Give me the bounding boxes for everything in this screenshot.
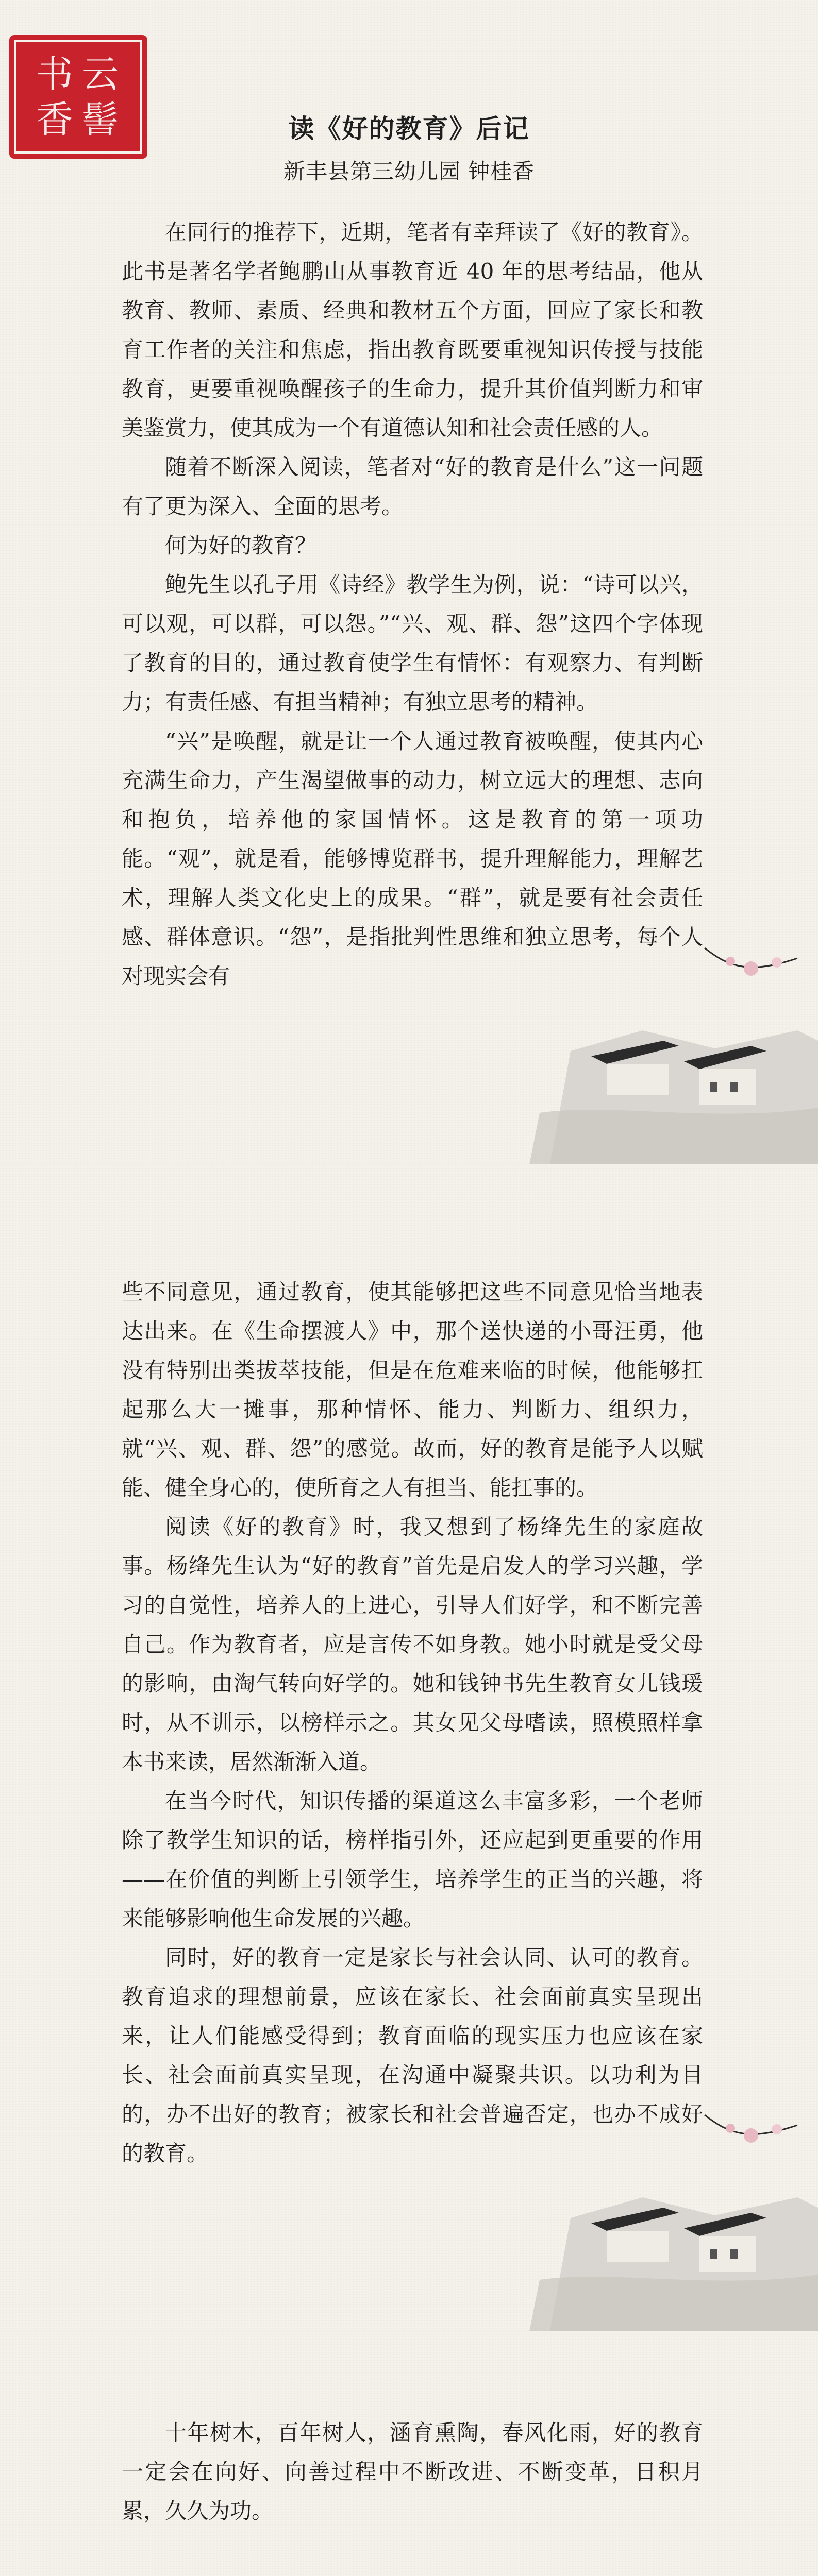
article-body-page-2: [122, 1273, 703, 2173]
seal-char: 髻: [81, 98, 119, 141]
paragraph: 十年树木，百年树人，涵育熏陶，春风化雨，好的教育一定会在向好、向善过程中不断改进、不断变革，日积月累，久久为功。: [122, 2420, 703, 2523]
paragraph: 随着不断深入阅读，笔者对“好的教育是什么”这一问题有了更为深入、全面的思考。: [122, 454, 703, 519]
seal-char: 云: [81, 53, 119, 96]
ink-village-decoration: [509, 2105, 818, 2331]
page-1: [0, 0, 818, 1164]
page-2: [0, 1167, 818, 2331]
paragraph: 何为好的教育？: [165, 533, 317, 558]
seal-char: 书: [36, 53, 74, 96]
paragraph: 同时，好的教育一定是家长与社会认同、认可的教育。教育追求的理想前景，应该在家长、社会面前真实呈现出来，让人们能感受得到；教育面临的现实压力也应该在家长、社会面前真实呈现，在沟通中凝聚共识。以功利为目的，办不出好的教育；被家长和社会普遍否定，也办不成好的教育。: [122, 1945, 703, 2166]
page-3: [0, 2334, 818, 2576]
paragraph: 阅读《好的教育》时，我又想到了杨绛先生的家庭故事。杨绛先生认为“好的教育”首先是启发人的学习兴趣，学习的自觉性，培养人的上进心，引导人们好学，和不断完善自己。作为教育者，应是言传不如身教。她小时就是受父母的影响，由淘气转向好学的。她和钱钟书先生教育女儿钱瑗时，从不训示，以榜样示之。其女见父母嗜读，照模照样拿本书来读，居然渐渐入道。: [122, 1514, 703, 1774]
seal-char: 香: [36, 98, 74, 141]
article-title: 读《好的教育》后记: [288, 114, 530, 144]
paragraph: 在当今时代，知识传播的渠道这么丰富多彩，一个老师除了教学生知识的话，榜样指引外，还应起到更重要的作用——在价值的判断上引领学生，培养学生的正当的兴趣，将来能够影响他生命发展的兴趣。: [122, 1788, 703, 1931]
article-author: 新丰县第三幼儿园 钟桂香: [283, 159, 535, 184]
paragraph: 些不同意见，通过教育，使其能够把这些不同意见恰当地表达出来。在《生命摆渡人》中，那个送快递的小哥汪勇，他没有特别出类拔萃技能，但是在危难来临的时候，他能够扛起那么大一摊事，那种情怀、能力、判断力、组织力，就“兴、观、群、怨”的感觉。故而，好的教育是能予人以赋能、健全身心的，使所育之人有担当、能扛事的。: [122, 1279, 703, 1500]
paragraph: 在同行的推荐下，近期，笔者有幸拜读了《好的教育》。此书是著名学者鲍鹏山从事教育近 40 年的思考结晶，他从教育、教师、素质、经典和教材五个方面，回应了家长和教育工作者的关注和焦虑，指出教育既要重视知识传授与技能教育，更要重视唤醒孩子的生命力，提升其价值判断力和审美鉴赏力，使其成为一个有道德认知和社会责任感的人。: [122, 219, 703, 440]
paragraph: 鲍先生以孔子用《诗经》教学生为例，说：“诗可以兴，可以观，可以群，可以怨。”“兴、观、群、怨”这四个字体现了教育的目的，通过教育使学生有情怀：有观察力、有判断力；有责任感、有担当精神；有独立思考的精神。: [122, 572, 703, 715]
ink-village-decoration: [509, 938, 818, 1164]
paragraph: “兴”是唤醒，就是让一个人通过教育被唤醒，使其内心充满生命力，产生渴望做事的动力，树立远大的理想、志向和抱负，培养他的家国情怀。这是教育的第一项功能。“观”，就是看，能够博览群书，提升理解能力，理解艺术，理解人类文化史上的成果。“群”，就是要有社会责任感、群体意识。“怨”，是指批判性思维和独立思考，每个人对现实会有: [122, 728, 703, 989]
article-body-page-1: [122, 213, 703, 996]
article-body-page-3: [122, 2413, 703, 2531]
